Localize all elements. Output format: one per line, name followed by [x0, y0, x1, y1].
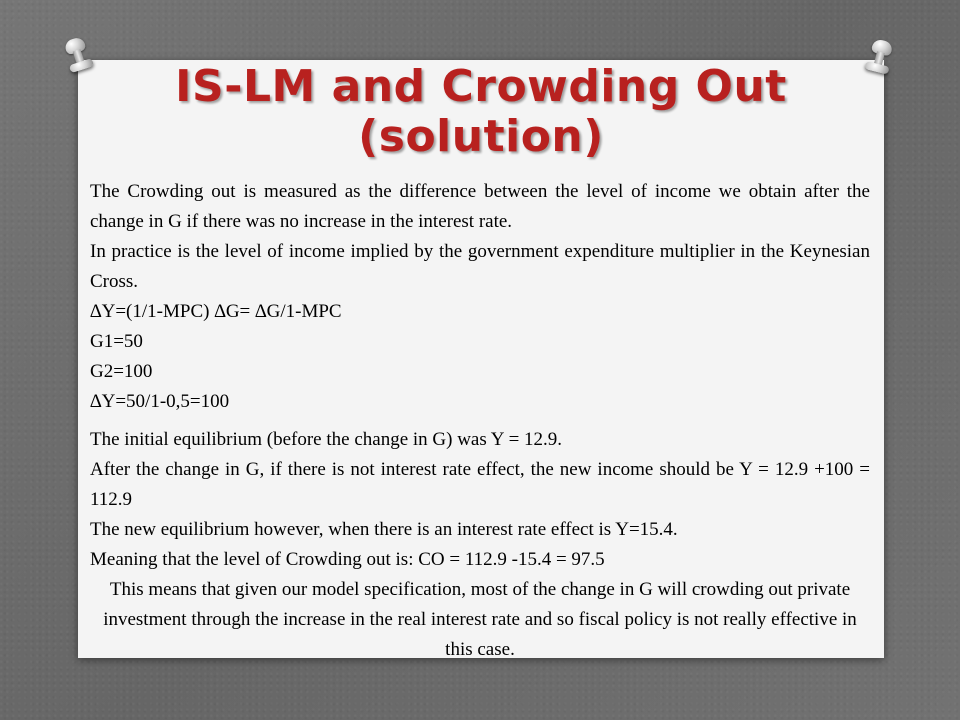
paragraph-crowding-out-value: Meaning that the level of Crowding out is: CO = 112.9 -15.4 = 97.5 — [90, 549, 605, 570]
slide-title-line-2: (solution) — [358, 111, 604, 162]
paragraph-definition: The Crowding out is measured as the difference between the level of income we obtain after the change in G if there was no increase in the interest rate. — [90, 181, 870, 232]
slide-title-line-1: IS-LM and Crowding Out — [175, 61, 787, 112]
value-g1: G1=50 — [90, 331, 143, 352]
paragraph-no-interest-effect: After the change in G, if there is not interest rate effect, the new income should be Y = 12.9 +100 = 112.9 — [90, 459, 870, 510]
formula-delta-y: ∆Y=50/1-0,5=100 — [90, 391, 230, 412]
paragraph-new-equilibrium: The new equilibrium however, when there is an interest rate effect is Y=15.4. — [90, 519, 678, 540]
value-g2: G2=100 — [90, 361, 153, 382]
formula-multiplier: ∆Y=(1/1-MPC) ∆G= ∆G/1-MPC — [90, 301, 342, 322]
paragraph-practice: In practice is the level of income implied by the government expenditure multiplier in the Keynesian Cross. — [90, 241, 870, 292]
paragraph-initial-equilibrium: The initial equilibrium (before the change in G) was Y = 12.9. — [90, 429, 563, 450]
spacer — [90, 417, 870, 425]
slide-body — [90, 177, 870, 665]
paragraph-conclusion: This means that given our model specification, most of the change in G will crowding out private investment through the increase in the real interest rate and so fiscal policy is not really effective in this case. — [103, 579, 857, 660]
slide-title — [78, 62, 884, 162]
